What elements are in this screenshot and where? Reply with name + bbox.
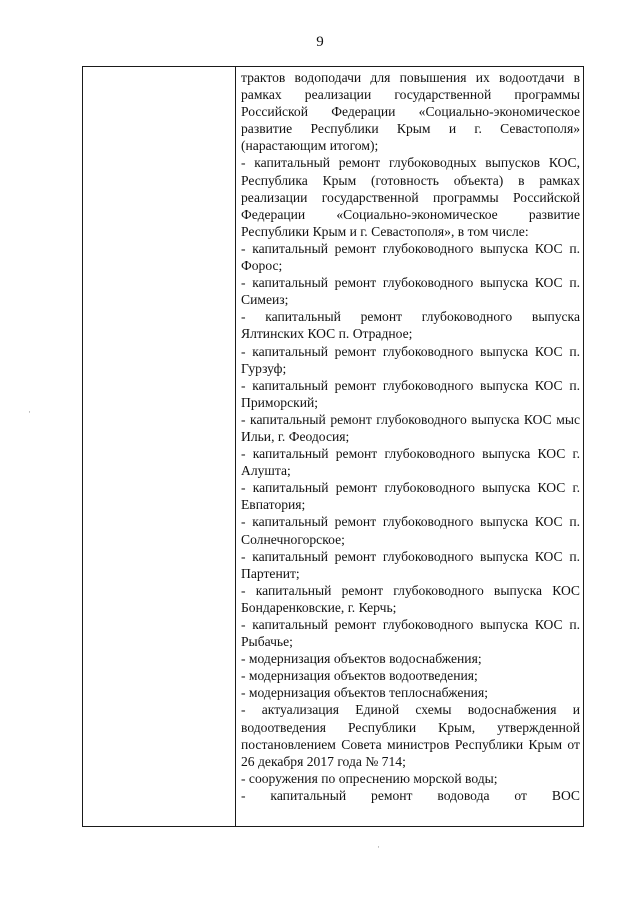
paragraph: - капитальный ремонт глубоководного выпуска Ялтинских КОС п. Отрадное; bbox=[241, 309, 580, 342]
paragraph: - капитальный ремонт глубоководного выпуска КОС п. Симеиз; bbox=[241, 275, 580, 308]
paragraph: - капитальный ремонт глубоководного выпуска КОС п. Рыбачье; bbox=[241, 617, 580, 650]
paragraph: - модернизация объектов теплоснабжения; bbox=[241, 685, 488, 701]
paragraph: - капитальный ремонт глубоководного выпуска КОС п. Партенит; bbox=[241, 548, 580, 581]
paragraph: - модернизация объектов водоснабжения; bbox=[241, 651, 482, 667]
paragraph: - капитальный ремонт глубоководного выпуска КОС п. Солнечногорское; bbox=[241, 514, 580, 547]
table-right-column bbox=[236, 67, 583, 826]
paragraph: трактов водоподачи для повышения их водоотдачи в рамках реализации государственной программы Российской Федерации «Социально-экономическое развитие Республики Крым и г. Севастополя» (нарастающим итогом); bbox=[241, 70, 580, 154]
paragraph: - капитальный ремонт глубоководного выпуска КОС п. Гурзуф; bbox=[241, 343, 580, 376]
paragraph: - капитальный ремонт глубоководного выпуска КОС г. Алушта; bbox=[241, 446, 580, 479]
paragraph: - сооружения по опреснению морской воды; bbox=[241, 770, 498, 786]
content-table bbox=[82, 66, 584, 827]
paragraph: - капитальный ремонт глубоководного выпуска КОС п. Форос; bbox=[241, 240, 580, 274]
paragraph: - капитальный ремонт глубоководного выпуска КОС п. Приморский; bbox=[241, 377, 580, 410]
paragraph: - модернизация объектов водоотведения; bbox=[241, 668, 478, 684]
paragraph: - актуализация Единой схемы водоснабжения и водоотведения Республики Крым, утвержденной постановлением Совета министров Республики Крым от 26 декабря 2017 года № 714; bbox=[241, 702, 580, 769]
scan-speck: · bbox=[377, 842, 380, 852]
paragraph: - капитальный ремонт глубоководного выпуска КОС Бондаренковские, г. Керчь; bbox=[241, 582, 580, 615]
table-left-column bbox=[83, 67, 236, 826]
paragraph: - капитальный ремонт глубоководных выпусков КОС, Республика Крым (готовность объекта) в рамках реализации государственной программы Российской Федерации «Социально-экономическое развитие Республики Крым и г. Севастополя», в том числе: bbox=[241, 155, 580, 239]
scan-speck: · bbox=[28, 407, 31, 417]
paragraph: - капитальный ремонт глубоководного выпуска КОС мыс Ильи, г. Феодосия; bbox=[241, 411, 580, 444]
page-number: 9 bbox=[316, 34, 324, 50]
paragraph-continued: - капитальный ремонт водовода от ВОС bbox=[241, 787, 580, 803]
paragraph: - капитальный ремонт глубоководного выпуска КОС г. Евпатория; bbox=[241, 480, 580, 513]
